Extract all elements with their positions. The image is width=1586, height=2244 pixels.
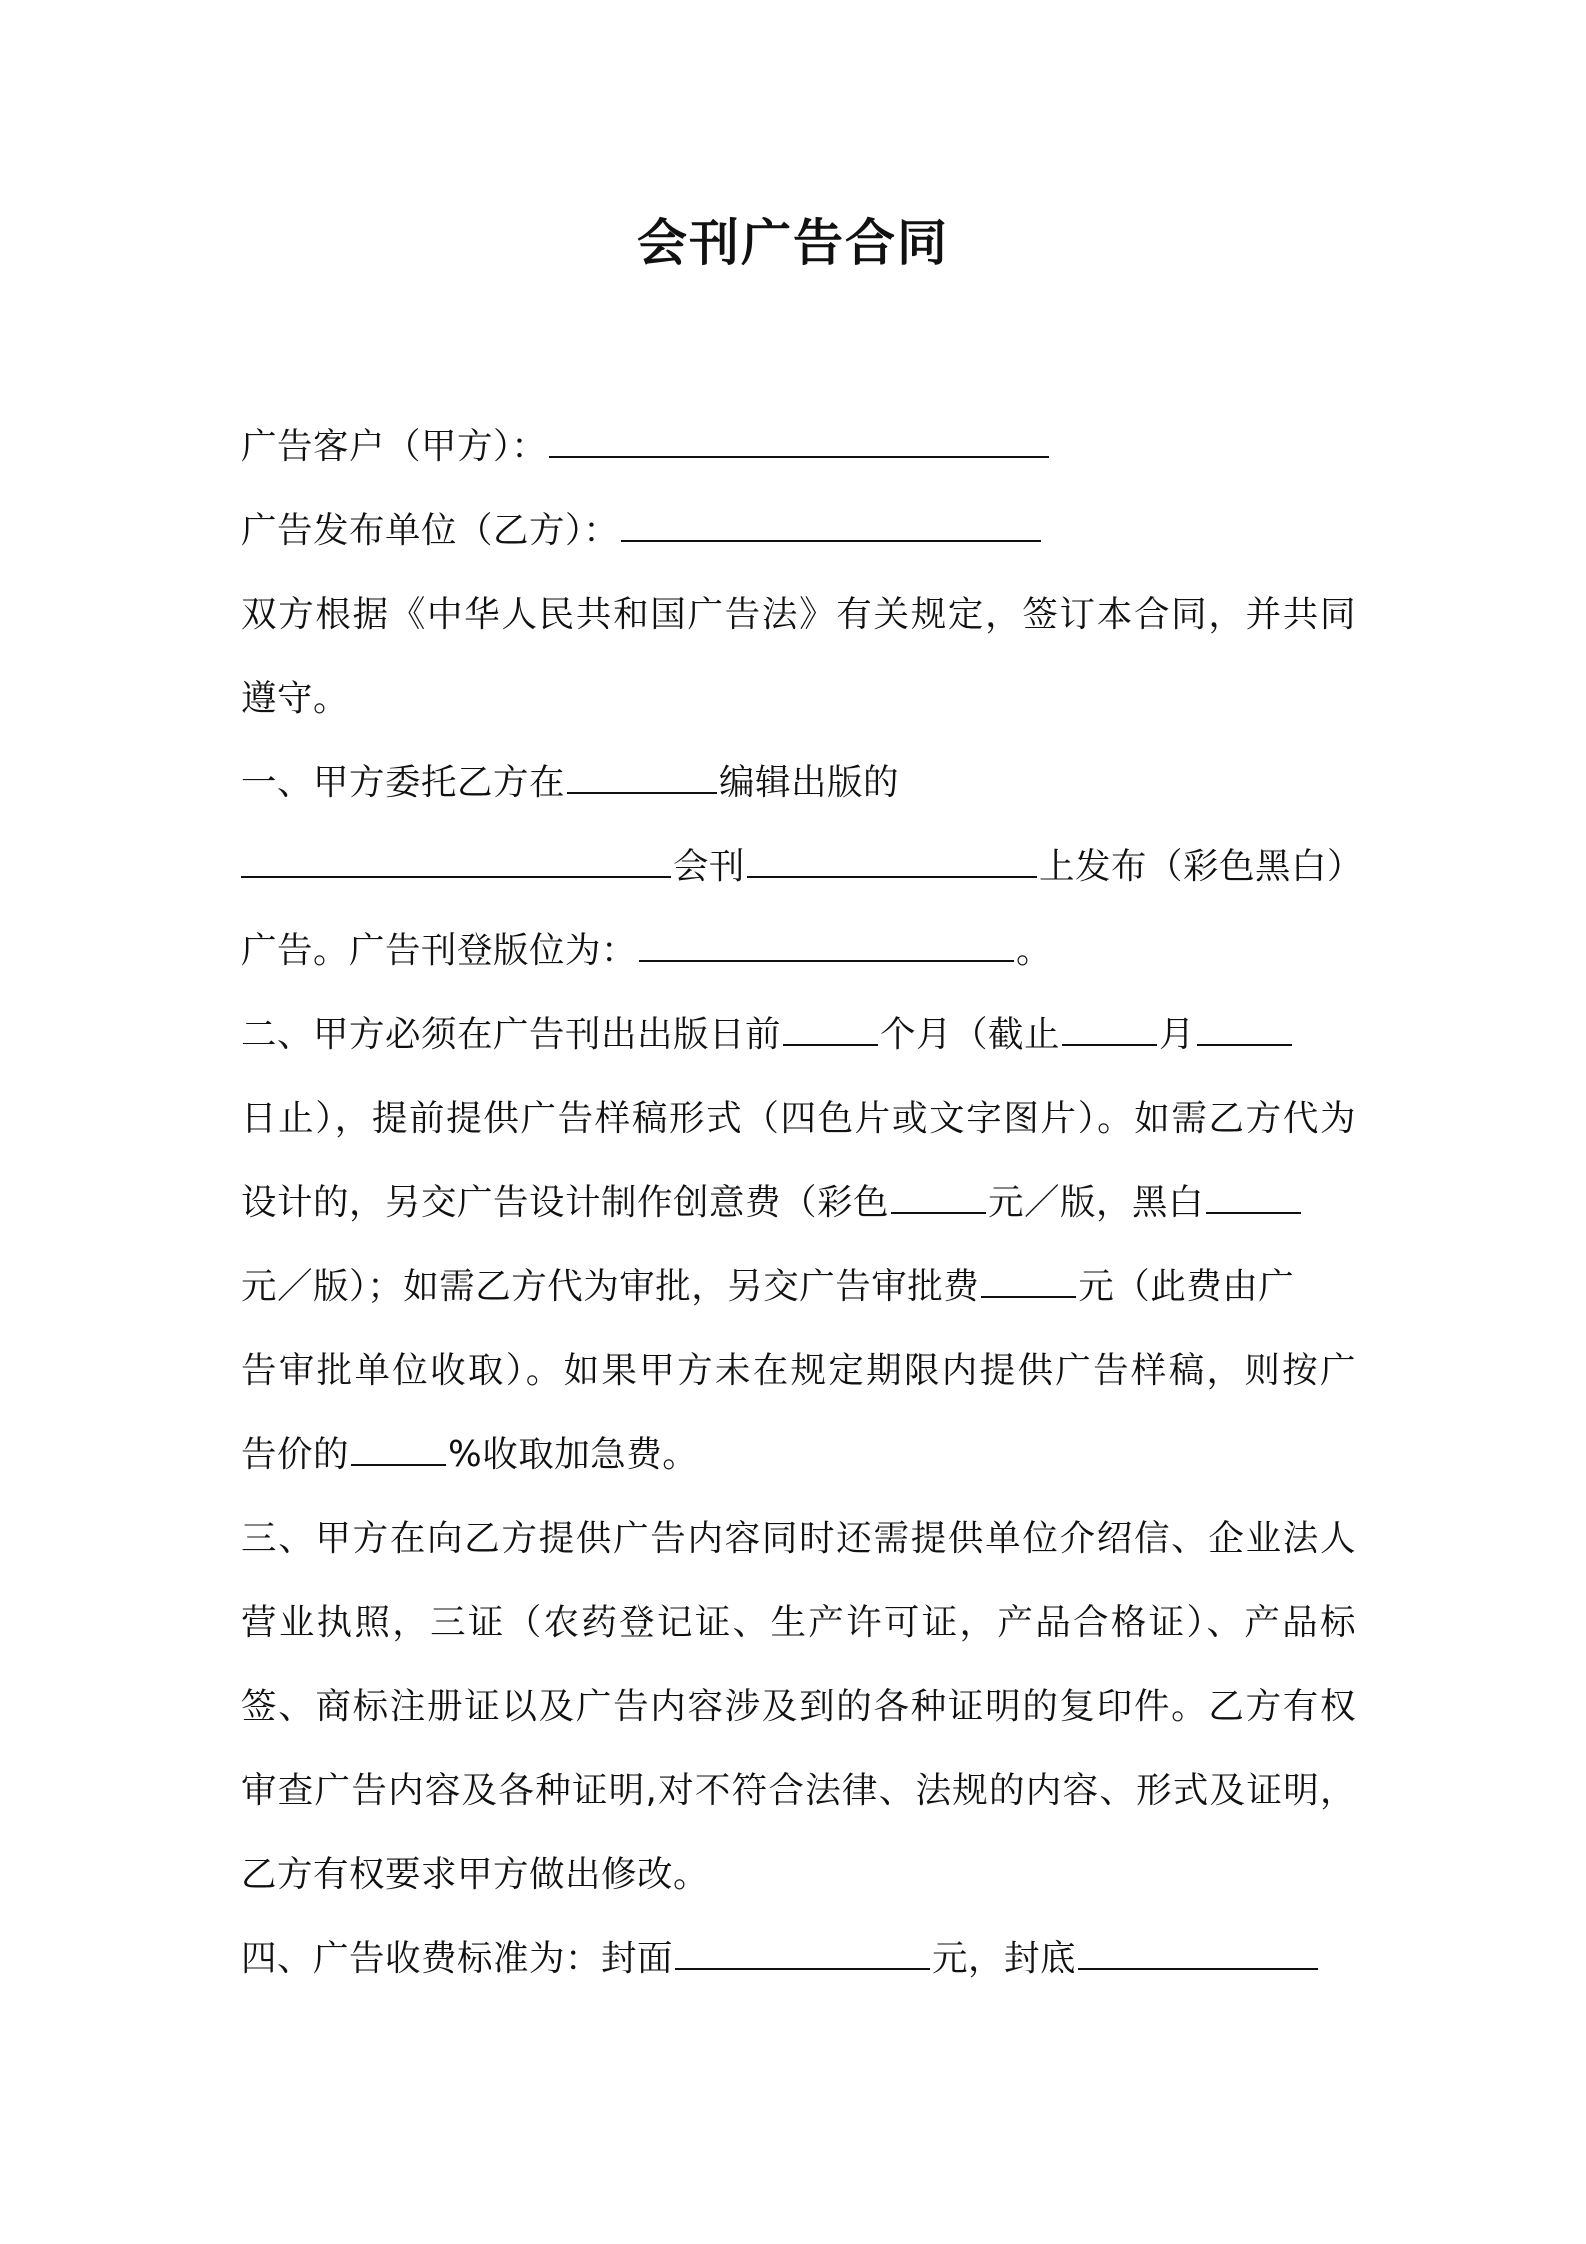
clause-2-line-4 (241, 1245, 1356, 1329)
intro-line-2 (241, 657, 1356, 741)
clause-1-text: 会刊 (673, 846, 746, 887)
clause-2-text: 告价的 (241, 1434, 350, 1475)
issue-blank (747, 842, 1037, 878)
bw-fee-blank (1206, 1178, 1301, 1214)
clause-1-line-2 (241, 825, 1364, 909)
clause-2-text: 告审批单位收取）。如果甲方未在规定期限内提供广告样稿，则按广 (241, 1350, 1356, 1391)
color-fee-blank (891, 1178, 986, 1214)
deadline-day-blank (1197, 1010, 1292, 1046)
clause-2-text: 月 (1159, 1014, 1196, 1055)
party-b-line (241, 489, 1356, 573)
clause-2-text: 设计的，另交广告设计制作创意费（彩色 (241, 1182, 890, 1223)
clause-2-text: 二、甲方必须在广告刊出出版日前 (241, 1014, 782, 1055)
front-cover-fee-blank (675, 1934, 930, 1970)
clause-3-line-1 (241, 1497, 1356, 1581)
ad-position-blank (639, 926, 1014, 962)
clause-1-text: 上发布（彩色黑白） (1039, 846, 1364, 887)
intro-line-1 (241, 573, 1356, 657)
clause-3-text: 审查广告内容及各种证明,对不符合法律、法规的内容、形式及证明， (241, 1770, 1356, 1811)
months-blank (783, 1010, 878, 1046)
clause-1-text: 编辑出版的 (719, 762, 900, 803)
clause-1-line-1 (241, 741, 1356, 825)
clause-2-text: 元／版，黑白 (988, 1182, 1205, 1223)
party-a-blank (549, 422, 1049, 458)
clause-1-text: 。 (1016, 930, 1053, 971)
party-a-line (241, 405, 1356, 489)
clause-2-text: 元（此费由广 (1078, 1266, 1295, 1307)
deadline-month-blank (1062, 1010, 1157, 1046)
clause-2-line-2 (241, 1077, 1356, 1161)
contract-body (241, 405, 1364, 2001)
clause-3-line-3 (241, 1665, 1356, 1749)
clause-1-line-3 (241, 909, 1356, 993)
party-a-label: 广告客户（甲方）： (241, 426, 548, 467)
publisher-blank (567, 758, 717, 794)
journal-name-blank (241, 842, 671, 878)
clause-4-line-1 (241, 1917, 1356, 2001)
approval-fee-blank (981, 1262, 1076, 1298)
document-title: 会刊广告合同 (637, 214, 949, 272)
clause-4-text: 元，封底 (932, 1938, 1077, 1979)
rush-fee-percent-blank (351, 1430, 446, 1466)
clause-4-text: 四、广告收费标准为：封面 (241, 1938, 674, 1979)
clause-2-text: 个月（截止 (880, 1014, 1061, 1055)
party-b-label: 广告发布单位（乙方）： (241, 510, 620, 551)
clause-2-line-6 (241, 1413, 1356, 1497)
clause-2-text: 日止），提前提供广告样稿形式（四色片或文字图片）。如需乙方代为 (241, 1098, 1356, 1139)
intro-text-1: 双方根据《中华人民共和国广告法》有关规定，签订本合同，并共同 (241, 594, 1356, 635)
clause-2-text: %收取加急费。 (448, 1434, 699, 1475)
clause-3-line-4 (241, 1749, 1356, 1833)
clause-3-text: 三、甲方在向乙方提供广告内容同时还需提供单位介绍信、企业法人 (241, 1518, 1356, 1559)
clause-3-text: 签、商标注册证以及广告内容涉及到的各种证明的复印件。乙方有权 (241, 1686, 1356, 1727)
clause-1-text: 一、甲方委托乙方在 (241, 762, 566, 803)
clause-2-text: 元／版）；如需乙方代为审批，另交广告审批费 (241, 1266, 980, 1307)
clause-2-line-5 (241, 1329, 1356, 1413)
clause-3-line-2 (241, 1581, 1356, 1665)
intro-text-2: 遵守。 (241, 678, 350, 719)
party-b-blank (621, 506, 1041, 542)
clause-2-line-3 (241, 1161, 1356, 1245)
clause-2-line-1 (241, 993, 1356, 1077)
clause-3-line-5 (241, 1833, 1356, 1917)
clause-1-text: 广告。广告刊登版位为： (241, 930, 638, 971)
back-cover-fee-blank (1078, 1934, 1318, 1970)
clause-3-text: 乙方有权要求甲方做出修改。 (241, 1854, 710, 1895)
clause-3-text: 营业执照，三证（农药登记证、生产许可证，产品合格证）、产品标 (241, 1602, 1356, 1643)
